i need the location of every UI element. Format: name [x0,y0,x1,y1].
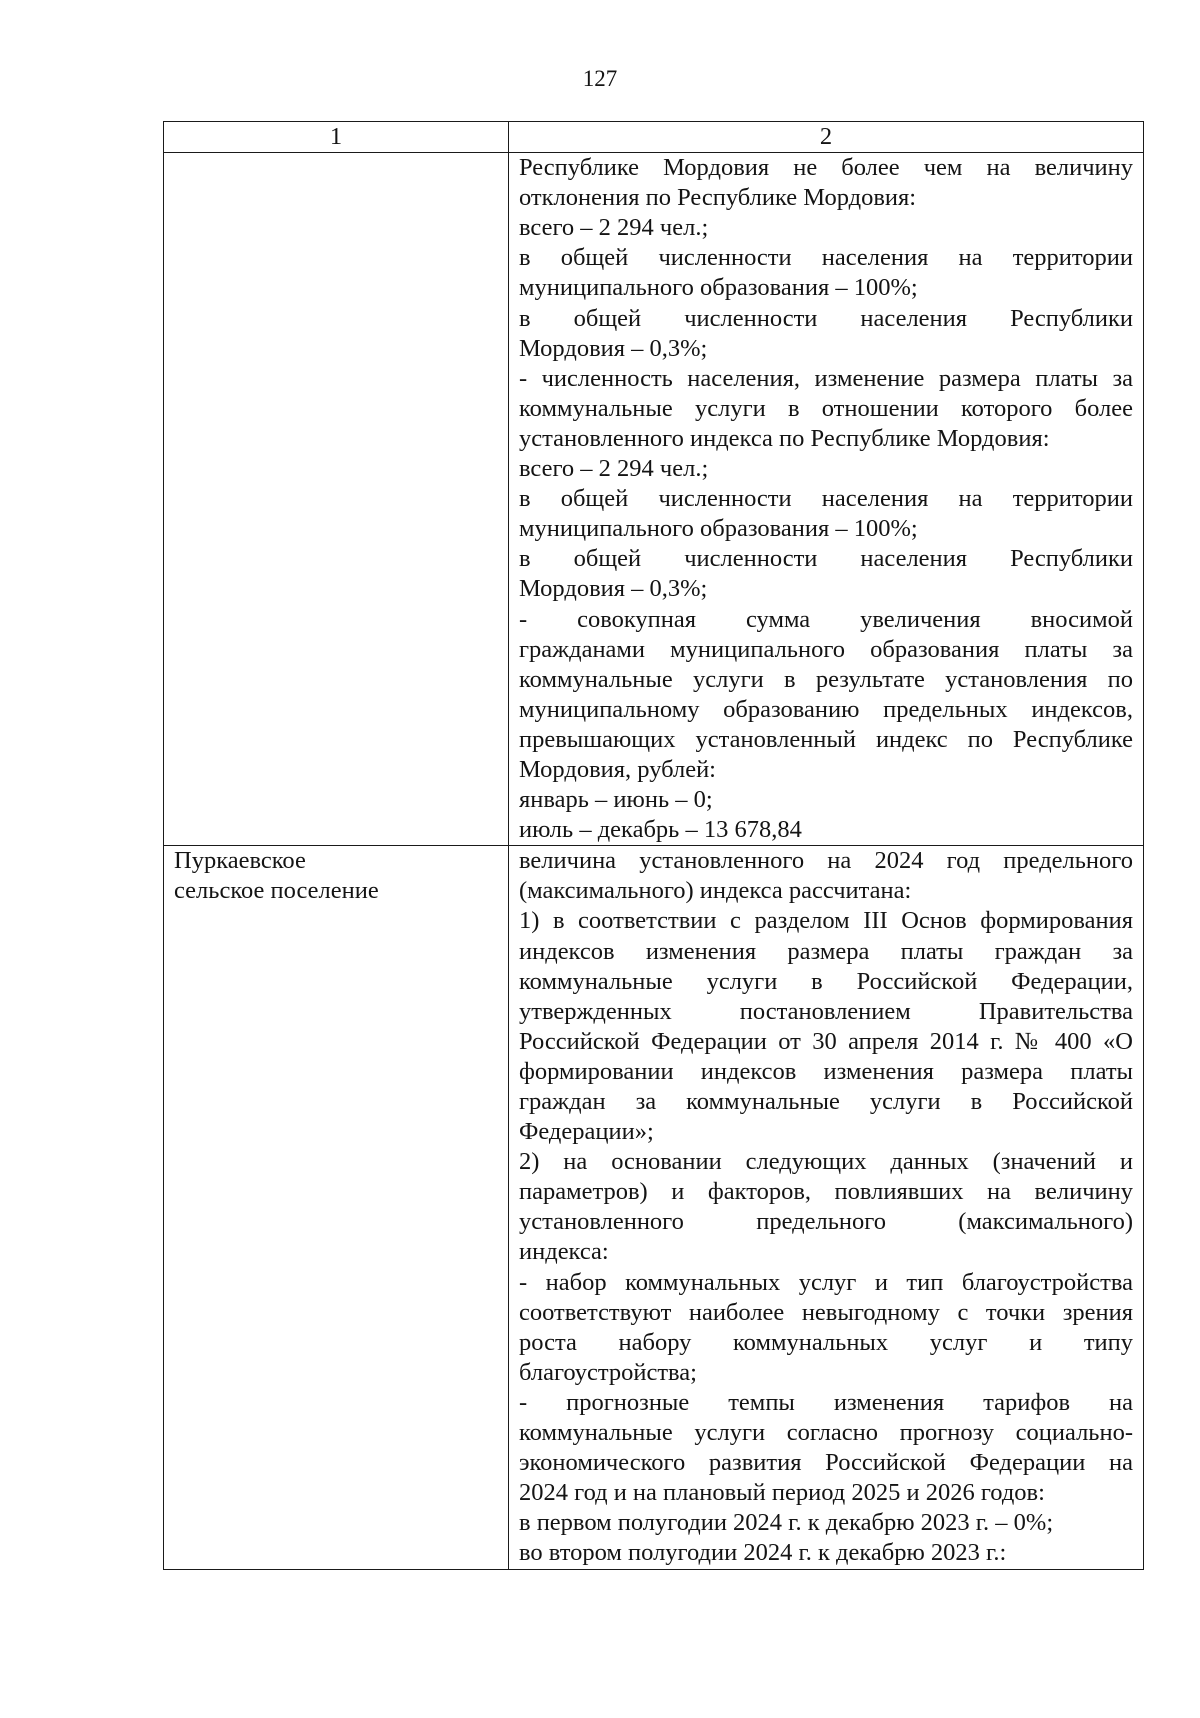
description-line: Мордовия, рублей: [519,755,716,783]
column-header-1: 1 [164,122,509,153]
description-cell [509,153,1144,846]
municipality-cell [164,846,509,1569]
description-line: январь – июнь – 0; [519,786,713,814]
description-line: граждан за коммунальные услуги в Российской [519,1088,1133,1115]
description-line: установленного индекса по Республике Мордовия: [519,424,1050,452]
description-line: 2024 год и на плановый период 2025 и 2026 годов: [519,1479,1045,1507]
description-line: коммунальные услуги в результате установления по [519,665,1133,693]
municipality-name-line: сельское поселение [174,877,379,905]
description-line: Республике Мордовия не более чем на величину [519,154,1133,182]
description-line: формировании индексов изменения размера платы [519,1057,1133,1085]
description-line: Мордовия – 0,3%; [519,575,708,603]
description-line: благоустройства; [519,1358,697,1386]
description-line: 1) в соответствии с разделом III Основ формирования [519,907,1133,935]
table-row [164,846,1144,1569]
municipality-name-line: Пуркаевское [174,847,306,875]
description-line: величина установленного на 2024 год предельного [519,847,1133,875]
description-line: коммунальные услуги согласно прогнозу социально- [519,1419,1133,1447]
description-line: утвержденных постановлением Правительства [519,997,1133,1025]
description-line: муниципальному образованию предельных индексов, [519,695,1133,723]
description-line: - прогнозные темпы изменения тарифов на [519,1388,1133,1416]
table-row [164,153,1144,846]
description-line: в общей численности населения Республики [519,545,1133,573]
document-table [163,121,1144,1570]
description-line: в общей численности населения на территории [519,485,1133,513]
description-line: Мордовия – 0,3%; [519,334,708,362]
column-header-2: 2 [509,122,1144,153]
description-line: во втором полугодии 2024 г. к декабрю 2023 г.: [519,1539,1007,1567]
description-line: июль – декабрь – 13 678,84 [519,816,802,844]
description-line: муниципального образования – 100%; [519,515,918,543]
description-line: всего – 2 294 чел.; [519,214,709,242]
description-line: Российской Федерации от 30 апреля 2014 г. № 400 «О [519,1027,1133,1055]
description-line: превышающих установленный индекс по Республике [519,725,1133,753]
municipality-cell [164,153,509,846]
description-line: параметров) и факторов, повлиявших на величину [519,1178,1133,1206]
description-line: 2) на основании следующих данных (значений и [519,1148,1133,1176]
description-line: установленного предельного (максимального) [519,1208,1133,1236]
description-line: в общей численности населения Республики [519,304,1133,332]
page-number: 127 [582,66,618,91]
table-header-row [164,122,1144,153]
description-line: коммунальные услуги в Российской Федерации, [519,967,1133,995]
description-line: соответствуют наиболее невыгодному с точки зрения [519,1298,1133,1326]
description-cell [509,846,1144,1569]
description-line: муниципального образования – 100%; [519,274,918,302]
description-line: всего – 2 294 чел.; [519,455,709,483]
description-line: - численность населения, изменение размера платы за [519,364,1133,392]
description-line: в первом полугодии 2024 г. к декабрю 2023 г. – 0%; [519,1509,1054,1537]
description-line: индексов изменения размера платы граждан за [519,937,1133,965]
description-line: - набор коммунальных услуг и тип благоустройства [519,1268,1133,1296]
table-body [164,153,1144,1569]
description-line: гражданами муниципального образования платы за [519,635,1133,663]
description-line: - совокупная сумма увеличения вносимой [519,605,1133,633]
description-line: индекса: [519,1238,609,1266]
description-line: Федерации»; [519,1118,654,1146]
description-line: (максимального) индекса рассчитана: [519,877,912,905]
description-line: отклонения по Республике Мордовия: [519,184,917,212]
description-line: в общей численности населения на территории [519,244,1133,272]
description-line: экономического развития Российской Федерации на [519,1449,1133,1477]
description-line: роста набору коммунальных услуг и типу [519,1328,1133,1356]
description-line: коммунальные услуги в отношении которого более [519,394,1133,422]
